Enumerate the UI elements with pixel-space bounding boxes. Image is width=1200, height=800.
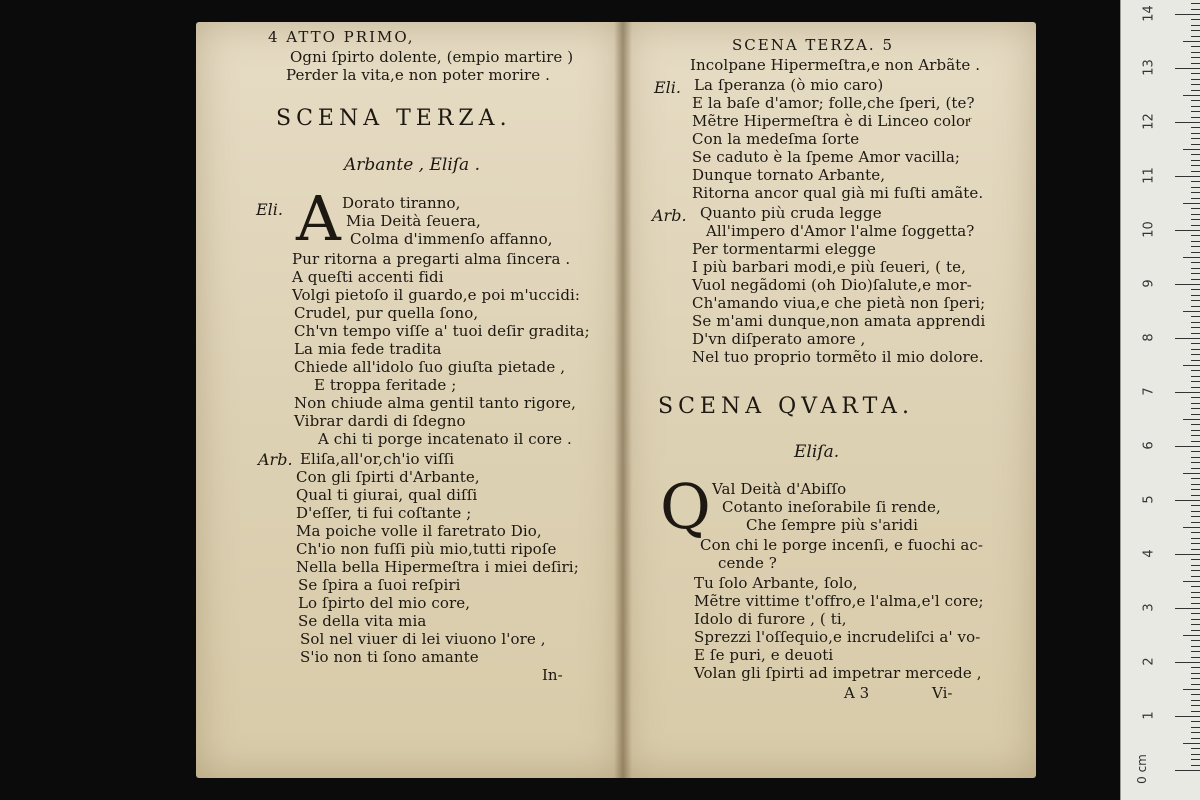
right-dropcap-line-3: Che ſempre più s'aridi [746, 516, 919, 534]
ruler-tick [1191, 468, 1200, 469]
ruler-tick [1191, 640, 1200, 641]
ruler-number: 14 [1141, 5, 1157, 22]
ruler-tick [1191, 565, 1200, 566]
ruler-tick [1191, 424, 1200, 425]
ruler-tick [1191, 117, 1200, 118]
ruler-tick [1191, 732, 1200, 733]
ruler-tick [1183, 149, 1200, 150]
ruler-tick [1191, 748, 1200, 749]
ruler-tick [1175, 176, 1200, 177]
left-arb-line-12: S'io non ti ſono amante [300, 648, 479, 666]
ruler-tick [1191, 543, 1200, 544]
ruler-tick [1183, 95, 1200, 96]
ruler-tick [1191, 559, 1200, 560]
ruler-tick [1191, 630, 1200, 631]
ruler-tick [1191, 79, 1200, 80]
ruler-tick [1175, 392, 1200, 393]
ruler-tick [1191, 738, 1200, 739]
ruler-tick [1191, 532, 1200, 533]
ruler-tick [1175, 284, 1200, 285]
right-line-1: Con chi le porge incenſi, e fuochi ac- [700, 536, 984, 554]
left-scene-title: SCENA TERZA. [276, 106, 512, 131]
ruler-tick [1183, 41, 1200, 42]
left-catchword: In- [542, 666, 563, 684]
ruler-number: 10 [1141, 221, 1157, 238]
ruler-tick [1191, 597, 1200, 598]
ruler-tick [1175, 338, 1200, 339]
ruler-tick [1175, 122, 1200, 123]
ruler-tick [1191, 63, 1200, 64]
left-dropcap: A [296, 182, 341, 255]
ruler-tick [1191, 489, 1200, 490]
ruler-tick [1191, 100, 1200, 101]
right-signature: A 3 [844, 684, 870, 702]
right-eli-line-7: Ritorna ancor qual già mi fuſti amãte. [692, 184, 984, 202]
ruler-tick [1191, 721, 1200, 722]
ruler-tick [1191, 376, 1200, 377]
ruler-tick [1191, 90, 1200, 91]
right-eli-line-6: Dunque tornato Arbante, [692, 166, 886, 184]
ruler-tick [1183, 527, 1200, 528]
ruler-tick [1191, 484, 1200, 485]
right-line-3: Tu ſolo Arbante, ſolo, [694, 574, 858, 592]
ruler-number: 12 [1141, 113, 1157, 130]
right-arb-line-8: D'vn diſperato amore , [692, 330, 866, 348]
ruler-tick [1191, 705, 1200, 706]
right-catchword: Vi- [932, 684, 953, 702]
ruler-tick [1191, 289, 1200, 290]
ruler-tick [1191, 430, 1200, 431]
ruler-tick [1191, 306, 1200, 307]
right-dropcap: Q [660, 470, 711, 543]
left-line-5: Ch'vn tempo viſſe a' tuoi deſir gradita; [294, 322, 590, 340]
ruler-tick [1191, 694, 1200, 695]
left-line-2: A queſti accenti fidi [292, 268, 444, 286]
right-speaker-arb: Arb. [652, 206, 687, 225]
ruler-tick [1183, 257, 1200, 258]
ruler-tick [1175, 716, 1200, 717]
right-eli-line-5: Se caduto è la ſpeme Amor vacilla; [692, 148, 961, 166]
right-line-7: E ſe puri, e deuoti [694, 646, 834, 664]
ruler-tick [1191, 246, 1200, 247]
ruler-tick [1191, 414, 1200, 415]
ruler-tick [1191, 252, 1200, 253]
ruler-tick [1191, 684, 1200, 685]
ruler-tick [1191, 322, 1200, 323]
ruler-tick [1191, 316, 1200, 317]
left-line-7: Chiede all'idolo ſuo giuſta pietade , [294, 358, 566, 376]
ruler-tick [1191, 711, 1200, 712]
ruler-tick [1191, 354, 1200, 355]
ruler-tick [1191, 495, 1200, 496]
ruler-number: 1 [1141, 711, 1157, 720]
ruler-tick [1183, 743, 1200, 744]
right-line-4: Mẽtre vittime t'offro,e l'alma,e'l core; [694, 592, 984, 610]
ruler-tick [1191, 765, 1200, 766]
right-eli-line-1: La ſperanza (ò mio caro) [694, 76, 884, 94]
ruler-tick [1191, 759, 1200, 760]
left-line-3: Volgi pietoſo il guardo,e poi m'uccidi: [292, 286, 581, 304]
ruler-tick [1175, 14, 1200, 15]
ruler-tick [1191, 408, 1200, 409]
right-eli-line-4: Con la medeſma ſorte [692, 130, 860, 148]
ruler-tick [1175, 68, 1200, 69]
ruler-number: 6 [1141, 441, 1157, 450]
ruler-tick [1191, 592, 1200, 593]
ruler-tick [1191, 219, 1200, 220]
left-line-1: Pur ritorna a pregarti alma ſincera . [292, 250, 571, 268]
right-arb-line-7: Se m'ami dunque,non amata apprendi [692, 312, 986, 330]
ruler-tick [1183, 635, 1200, 636]
ruler-tick [1191, 343, 1200, 344]
ruler-tick [1191, 349, 1200, 350]
ruler-tick [1191, 46, 1200, 47]
right-line-6: Sprezzi l'oſſequio,e incrudeliſci a' vo- [694, 628, 981, 646]
ruler-tick [1191, 268, 1200, 269]
ruler-tick [1191, 570, 1200, 571]
right-arb-line-6: Ch'amando viua,e che pietà non ſperi; [692, 294, 986, 312]
ruler-tick [1175, 230, 1200, 231]
ruler-tick [1191, 225, 1200, 226]
left-dropcap-line-1: Dorato tiranno, [342, 194, 461, 212]
ruler-number: 9 [1141, 279, 1157, 288]
ruler-tick [1191, 214, 1200, 215]
right-speaker-eli: Eli. [654, 78, 681, 97]
right-page [622, 22, 1036, 778]
ruler-tick [1183, 203, 1200, 204]
ruler-number: 5 [1141, 495, 1157, 504]
ruler-tick [1191, 360, 1200, 361]
left-dropcap-line-2: Mia Deità ſeuera, [346, 212, 481, 230]
left-line-11: A chi ti porge incatenato il core . [318, 430, 572, 448]
left-arb-line-11: Sol nel viuer di lei viuono l'ore , [300, 630, 546, 648]
ruler-tick [1183, 581, 1200, 582]
right-running-head: SCENA TERZA. 5 [732, 36, 895, 54]
ruler-tick [1191, 262, 1200, 263]
ruler-unit-label: 0 cm [1134, 754, 1149, 784]
ruler-tick [1183, 473, 1200, 474]
ruler-tick [1191, 613, 1200, 614]
ruler-tick [1191, 171, 1200, 172]
left-line-8: E troppa feritade ; [314, 376, 457, 394]
right-dropcap-line-1: Val Deità d'Abiſſo [712, 480, 847, 498]
left-arb-line-5: Ma poiche volle il faretrato Dio, [296, 522, 542, 540]
ruler-tick [1191, 397, 1200, 398]
ruler-tick [1191, 187, 1200, 188]
ruler-tick [1191, 144, 1200, 145]
ruler-tick [1191, 700, 1200, 701]
ruler-tick [1191, 435, 1200, 436]
ruler-number: 8 [1141, 333, 1157, 342]
right-scene-title: SCENA QVARTA. [658, 394, 914, 419]
ruler-tick [1191, 505, 1200, 506]
left-line-10: Vibrar dardi di ſdegno [294, 412, 466, 430]
left-speaker-arb: Arb. [258, 450, 293, 469]
ruler-tick [1191, 370, 1200, 371]
left-characters: Arbante , Eliſa . [344, 155, 480, 175]
ruler-tick [1191, 522, 1200, 523]
ruler-tick [1191, 387, 1200, 388]
ruler-tick [1191, 646, 1200, 647]
ruler-tick [1191, 511, 1200, 512]
ruler-tick [1191, 181, 1200, 182]
ruler-tick [1191, 727, 1200, 728]
left-running-head: 4 ATTO PRIMO, [268, 28, 415, 46]
right-line-8: Volan gli ſpirti ad impetrar mercede , [694, 664, 982, 682]
left-arb-line-2: Con gli ſpirti d'Arbante, [296, 468, 480, 486]
right-arb-line-9: Nel tuo proprio tormẽto il mio dolore. [692, 348, 984, 366]
ruler-number: 3 [1141, 603, 1157, 612]
left-arb-line-9: Lo ſpirto del mio core, [298, 594, 471, 612]
ruler-tick [1191, 657, 1200, 658]
ruler-number: 2 [1141, 657, 1157, 666]
ruler-tick [1191, 19, 1200, 20]
left-line-9: Non chiude alma gentil tanto rigore, [294, 394, 577, 412]
ruler-tick [1191, 84, 1200, 85]
ruler-tick [1191, 235, 1200, 236]
ruler-tick [1191, 9, 1200, 10]
ruler-tick [1191, 165, 1200, 166]
ruler-tick [1191, 678, 1200, 679]
ruler-tick [1191, 198, 1200, 199]
left-line-6: La mia fede tradita [294, 340, 442, 358]
ruler-number: 7 [1141, 387, 1157, 396]
ruler-tick [1191, 273, 1200, 274]
ruler-tick [1183, 365, 1200, 366]
ruler-tick [1191, 603, 1200, 604]
ruler-tick [1191, 25, 1200, 26]
left-top-line-1: Ogni ſpirto dolente, (empio martire ) [290, 48, 574, 66]
ruler-tick [1191, 111, 1200, 112]
ruler-tick [1191, 538, 1200, 539]
right-eli-line-3: Mẽtre Hipermeſtra è di Linceo colorͬ [692, 112, 971, 130]
ruler-tick [1191, 327, 1200, 328]
right-line-5: Idolo di furore , ( ti, [694, 610, 847, 628]
right-eli-line-2: E la baſe d'amor; folle,che ſperi, (te? [692, 94, 975, 112]
ruler-tick [1191, 478, 1200, 479]
ruler-tick [1191, 462, 1200, 463]
ruler-tick [1191, 36, 1200, 37]
right-dropcap-line-2: Cotanto ineſorabile ſi rende, [722, 498, 941, 516]
ruler-tick [1191, 295, 1200, 296]
ruler-tick [1191, 381, 1200, 382]
ruler-tick [1191, 30, 1200, 31]
ruler-tick [1175, 770, 1200, 771]
ruler-tick [1191, 57, 1200, 58]
ruler-tick [1191, 3, 1200, 4]
left-arb-line-7: Nella bella Hipermeſtra i miei deſiri; [296, 558, 579, 576]
ruler-tick [1191, 333, 1200, 334]
right-arb-line-4: I più barbari modi,e più ſeueri, ( te, [692, 258, 966, 276]
ruler-tick [1175, 446, 1200, 447]
ruler-tick [1183, 689, 1200, 690]
ruler-tick [1191, 138, 1200, 139]
ruler-tick [1191, 73, 1200, 74]
right-characters: Eliſa. [794, 442, 840, 462]
ruler-number: 13 [1141, 59, 1157, 76]
ruler-tick [1175, 608, 1200, 609]
left-arb-line-6: Ch'io non fuſſi più mio,tutti ripoſe [296, 540, 557, 558]
ruler-tick [1191, 192, 1200, 193]
ruler-tick [1191, 279, 1200, 280]
ruler-tick [1191, 651, 1200, 652]
ruler-tick [1191, 624, 1200, 625]
left-line-4: Crudel, pur quella ſono, [294, 304, 479, 322]
ruler-tick [1191, 516, 1200, 517]
ruler-tick [1191, 52, 1200, 53]
left-arb-line-10: Se della vita mia [298, 612, 427, 630]
ruler-tick [1191, 457, 1200, 458]
right-arb-line-5: Vuol negãdomi (oh Dio)ſalute,e mor- [692, 276, 972, 294]
ruler-tick [1191, 403, 1200, 404]
right-top-line: Incolpane Hipermeſtra,e non Arbãte . [690, 56, 981, 74]
ruler-number: 4 [1141, 549, 1157, 558]
right-arb-line-3: Per tormentarmi elegge [692, 240, 876, 258]
left-arb-line-1: Eliſa,all'or,ch'io viſſi [300, 450, 455, 468]
open-book [196, 22, 1038, 780]
ruler-tick [1191, 441, 1200, 442]
ruler-tick [1191, 667, 1200, 668]
ruler-tick [1191, 133, 1200, 134]
ruler-number: 11 [1141, 167, 1157, 184]
ruler-tick [1183, 419, 1200, 420]
left-speaker-eli: Eli. [256, 200, 283, 219]
left-top-line-2: Perder la vita,e non poter morire . [286, 66, 550, 84]
ruler-tick [1191, 586, 1200, 587]
ruler-tick [1191, 160, 1200, 161]
ruler-tick [1191, 619, 1200, 620]
left-arb-line-4: D'eſſer, ti fui coſtante ; [296, 504, 472, 522]
left-arb-line-8: Se ſpira a ſuoi reſpiri [298, 576, 461, 594]
left-dropcap-line-3: Colma d'immenſo affanno, [350, 230, 553, 248]
ruler-tick [1191, 754, 1200, 755]
ruler-tick [1191, 154, 1200, 155]
right-arb-line-1: Quanto più cruda legge [700, 204, 882, 222]
ruler-tick [1191, 127, 1200, 128]
ruler-tick [1191, 576, 1200, 577]
book-gutter [614, 22, 632, 778]
ruler-tick [1191, 451, 1200, 452]
ruler-tick [1191, 549, 1200, 550]
left-page [196, 22, 622, 778]
ruler-tick [1191, 673, 1200, 674]
ruler-tick [1191, 241, 1200, 242]
ruler-tick [1175, 554, 1200, 555]
right-line-2: cende ? [718, 554, 777, 572]
ruler-tick [1191, 208, 1200, 209]
ruler-tick [1183, 311, 1200, 312]
measuring-ruler [1120, 0, 1200, 800]
ruler-tick [1175, 662, 1200, 663]
right-arb-line-2: All'impero d'Amor l'alme ſoggetta? [706, 222, 975, 240]
ruler-tick [1191, 106, 1200, 107]
left-arb-line-3: Qual ti giurai, qual diſſi [296, 486, 478, 504]
ruler-tick [1191, 300, 1200, 301]
ruler-tick [1175, 500, 1200, 501]
